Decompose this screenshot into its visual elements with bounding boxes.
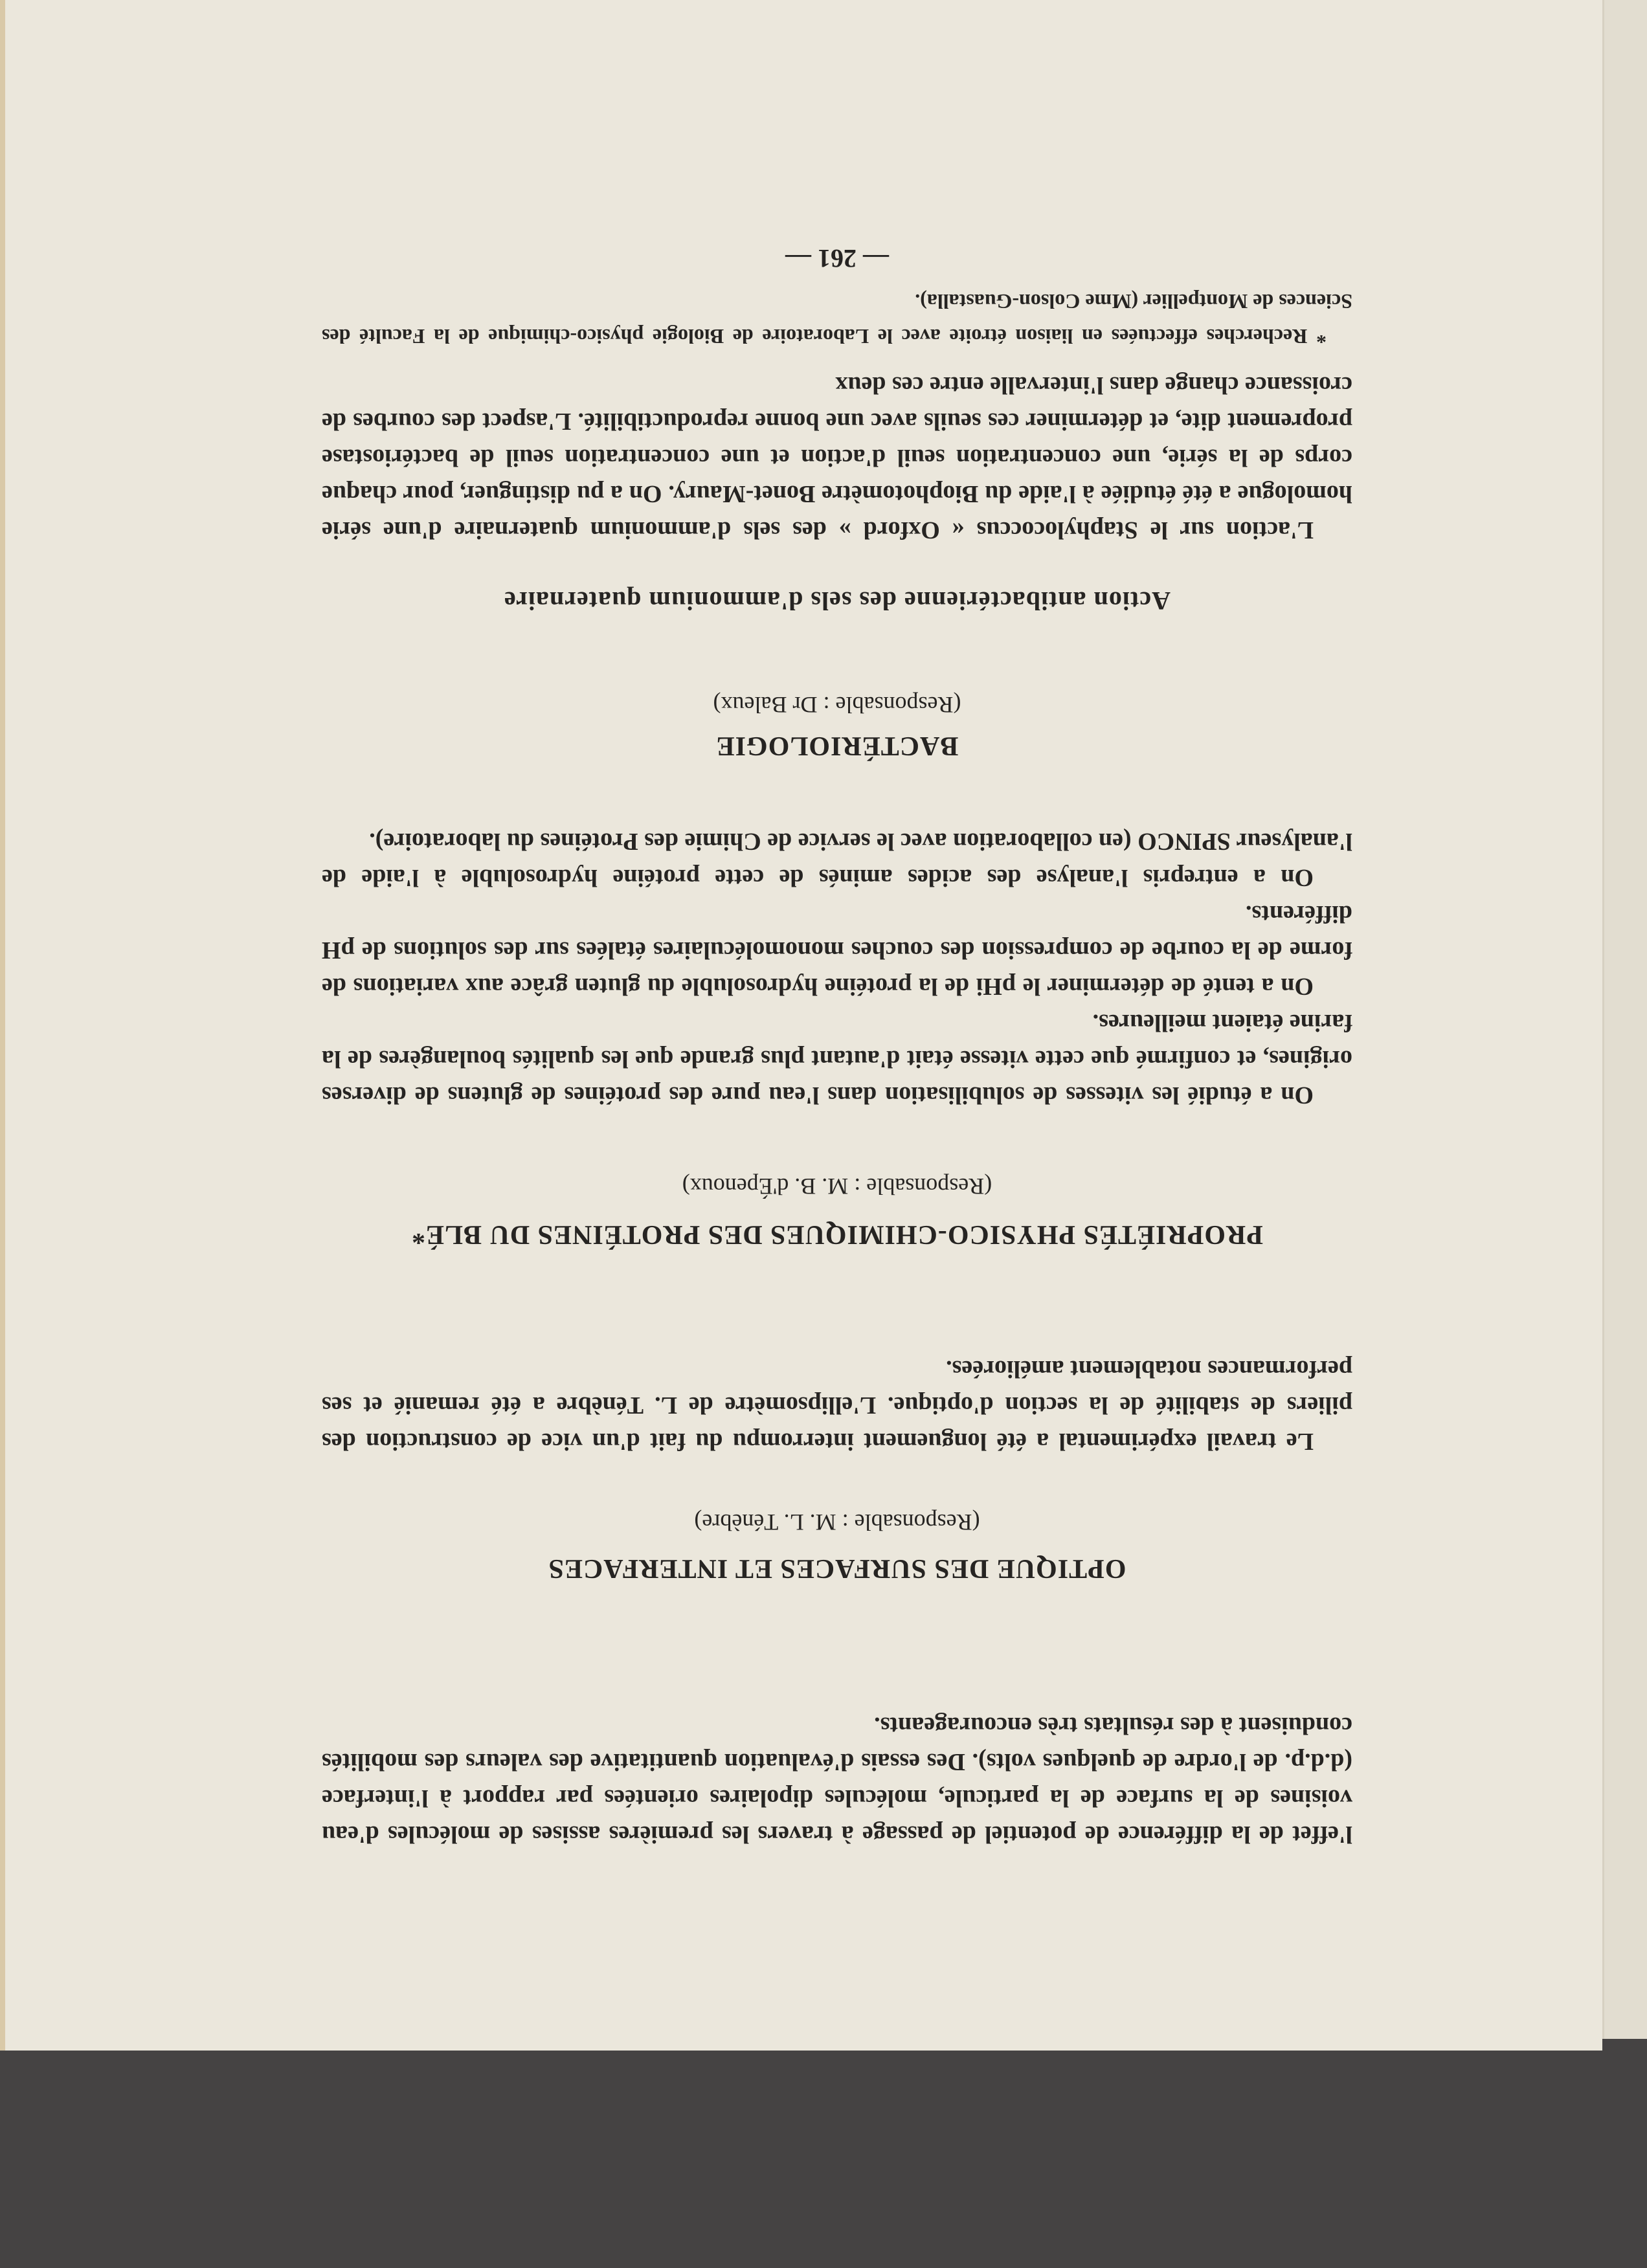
page-number: — 261 — (785, 244, 889, 273)
section-responsible-optique: (Responsable : M. L. Ténèbre) (694, 1509, 980, 1535)
page-content-upside-down (322, 207, 1352, 1864)
paragraph: On a entrepris l'analyse des acides aminés de cette protéine hydrosoluble à l'aide de l'analyseur SPINCO (en collaboration avec le service de Chimie des Protéines du laboratoire). (322, 828, 1352, 891)
paragraph: On a tenté de déterminer le pHi de la protéine hydrosoluble du gluten grâce aux variations de forme de la courbe de compression des couches monomoléculaires étalées sur des solutions de pH différents. (322, 900, 1352, 1000)
paragraph: L'action sur le Staphylococcus « Oxford » des sels d'ammonium quaternaire d'une série homologue a été étudiée à l'aide du Biophotomètre Bonet-Maury. On a pu distinguer, pour chaque corps de la série, une concentration seuil d'action et une concentration seuil de bactériostase proprement dite, et déterminer ces seuils avec une bonne reproductibilité. L'aspect des courbes de croissance change dans l'intervalle entre ces deux (322, 372, 1352, 544)
paragraph: On a étudié les vitesses de solubilisation dans l'eau pure des protéines de glutens de diverses origines, et confirmé que cette vitesse était d'autant plus grande que les qualités boulangères de la farine étaient meilleures. (322, 1009, 1352, 1109)
section-title-bacteriologie: BACTÉRIOLOGIE (715, 731, 959, 761)
intro-paragraph: l'effet de la différence de potentiel de passage à travers les premières assises de molécules d'eau voisines de la surface de la particule, molécules dipolaires orientées par rapport à l'interface (d.d.p. de l'ordre de quelques volts). Des essais d'évaluation quantitative des valeurs des mobilités conduisent à des résultats très encourageants. (322, 1712, 1352, 1848)
section-responsible-proteines: (Responsable : M. B. d'Épenoux) (682, 1173, 992, 1199)
section-title-proteines: PROPRIÉTÉS PHYSICO-CHIMIQUES DES PROTÉINES DU BLÉ* (410, 1219, 1264, 1249)
footnote: * Recherches effectuées en liaison étroite avec le Laboratoire de Biologie physico-chimique de la Faculté des Sciences de Montpellier (Mme Colson-Guastalla). (322, 290, 1352, 348)
adjacent-page-edge (1602, 0, 1647, 2039)
section-title-optique: OPTIQUE DES SURFACES ET INTERFACES (548, 1553, 1126, 1583)
section-responsible-bacteriologie: (Responsable : Dr Baleux) (713, 692, 961, 718)
paragraph: Le travail expérimental a été longuement interrompu du fait d'un vice de construction des piliers de stabilité de la section d'optique. L'ellipsomètre de L. Ténèbre a été remanié et ses performances notablement améliorées. (322, 1355, 1352, 1455)
subsection-title: Action antibactérienne des sels d'ammonium quaternaire (504, 586, 1171, 616)
page-left-edge (0, 0, 5, 2051)
